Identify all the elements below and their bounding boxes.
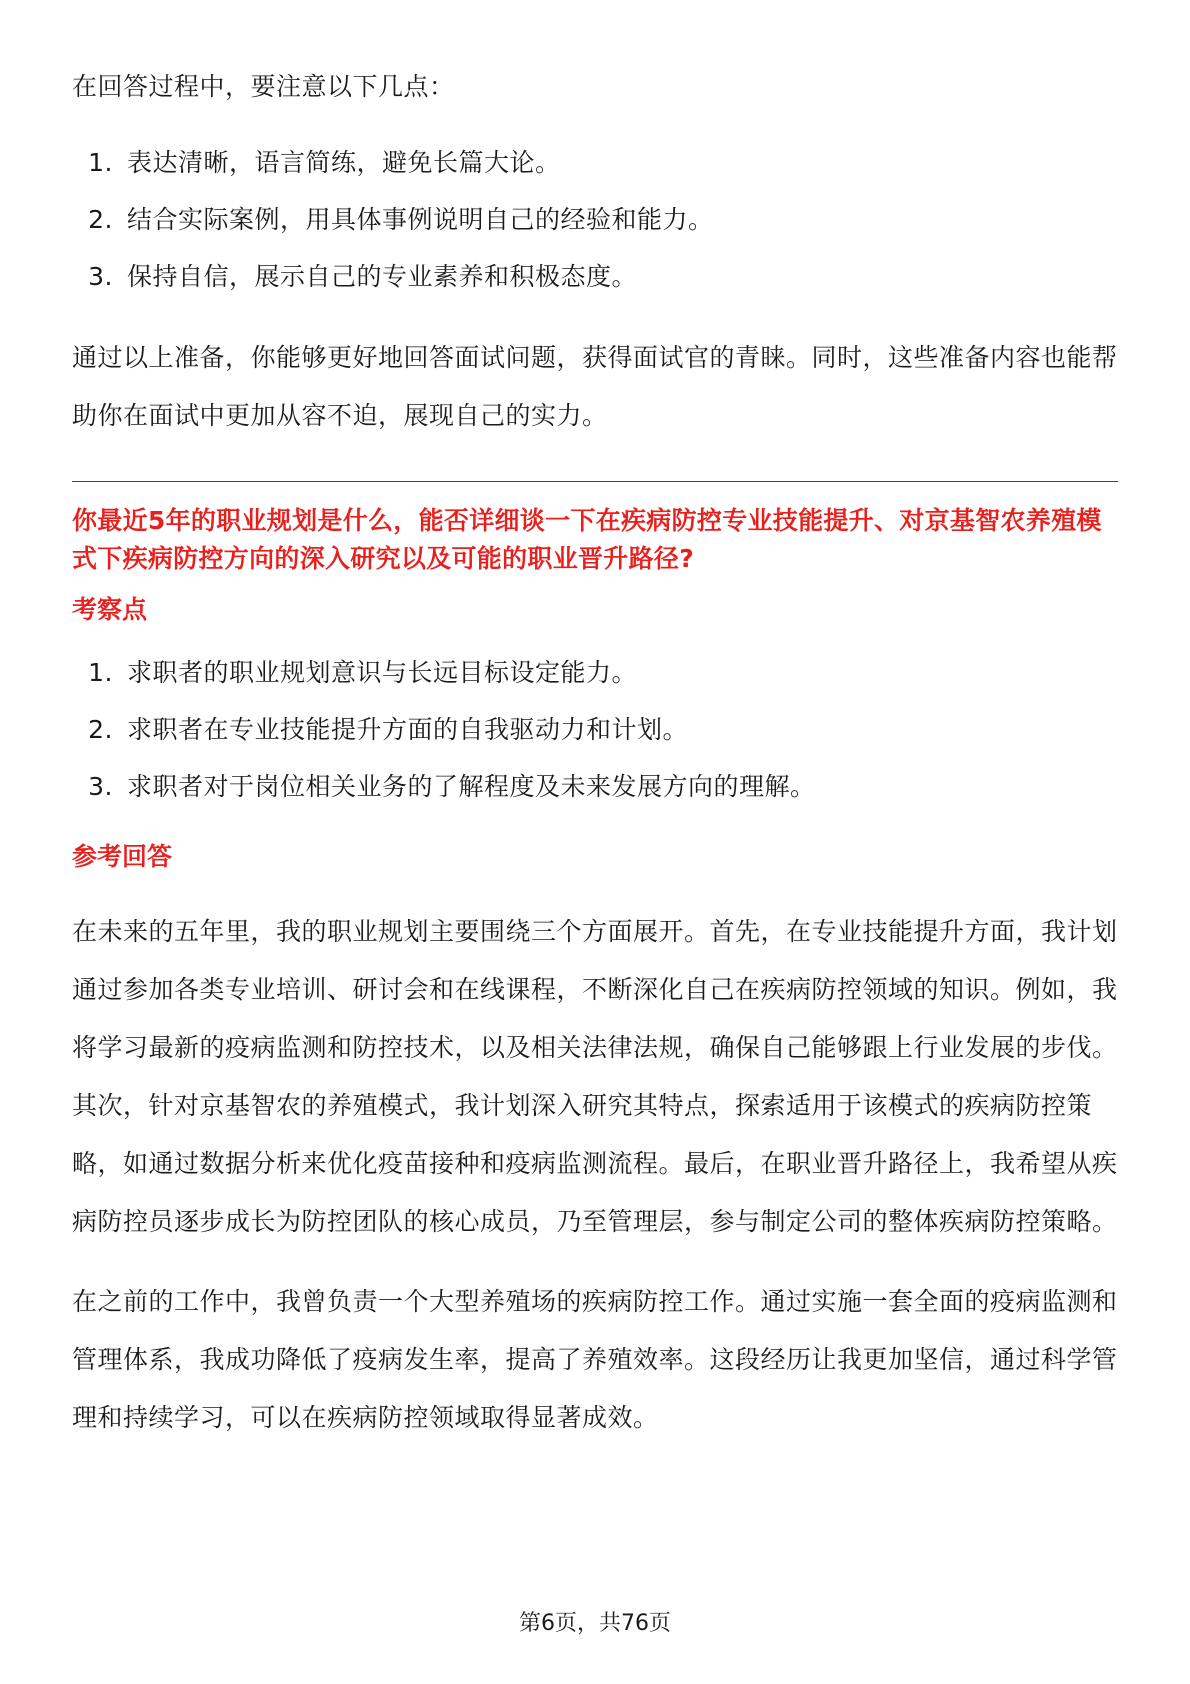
list-item [72,644,1118,701]
focus-points-list [72,644,1118,815]
list-text: 求职者的职业规划意识与长远目标设定能力。 [127,658,638,687]
list-number: 1. [88,148,113,177]
list-item [72,134,1118,191]
document-page [72,58,1118,1447]
intro-closing: 通过以上准备，你能够更好地回答面试问题，获得面试官的青睐。同时，这些准备内容也能帮助你在面试中更加从容不迫，展现自己的实力。 [72,343,1118,430]
list-number: 3. [88,262,113,291]
list-item [72,758,1118,815]
list-text: 结合实际案例，用具体事例说明自己的经验和能力。 [127,205,714,234]
section-divider [72,481,1118,482]
list-item [72,701,1118,758]
list-text: 求职者对于岗位相关业务的了解程度及未来发展方向的理解。 [127,772,816,801]
answer-heading: 参考回答 [72,842,173,871]
list-item [72,248,1118,305]
focus-heading: 考察点 [72,595,148,624]
intro-lead: 在回答过程中，要注意以下几点： [72,72,455,101]
tips-list [72,134,1118,305]
question-title: 你最近5年的职业规划是什么，能否详细谈一下在疾病防控专业技能提升、对京基智农养殖模式下疾病防控方向的深入研究以及可能的职业晋升路径? [72,506,1102,573]
list-text: 求职者在专业技能提升方面的自我驱动力和计划。 [127,715,689,744]
answer-paragraph-1: 在未来的五年里，我的职业规划主要围绕三个方面展开。首先，在专业技能提升方面，我计划通过参加各类专业培训、研讨会和在线课程，不断深化自己在疾病防控领域的知识。例如，我将学习最新的疫病监测和防控技术，以及相关法律法规，确保自己能够跟上行业发展的步伐。其次，针对京基智农的养殖模式，我计划深入研究其特点，探索适用于该模式的疾病防控策略，如通过数据分析来优化疫苗接种和疫病监测流程。最后，在职业晋升路径上，我希望从疾病防控员逐步成长为防控团队的核心成员，乃至管理层，参与制定公司的整体疾病防控策略。 [72,917,1118,1236]
answer-paragraph-2: 在之前的工作中，我曾负责一个大型养殖场的疾病防控工作。通过实施一套全面的疫病监测和管理体系，我成功降低了疫病发生率，提高了养殖效率。这段经历让我更加坚信，通过科学管理和持续学习，可以在疾病防控领域取得显著成效。 [72,1287,1118,1432]
list-text: 保持自信，展示自己的专业素养和积极态度。 [127,262,638,291]
list-number: 2. [88,715,113,744]
list-item [72,191,1118,248]
list-number: 2. [88,205,113,234]
list-number: 1. [88,658,113,687]
list-number: 3. [88,772,113,801]
list-text: 表达清晰，语言简练，避免长篇大论。 [127,148,561,177]
page-footer: 第6页，共76页 [519,1611,671,1636]
